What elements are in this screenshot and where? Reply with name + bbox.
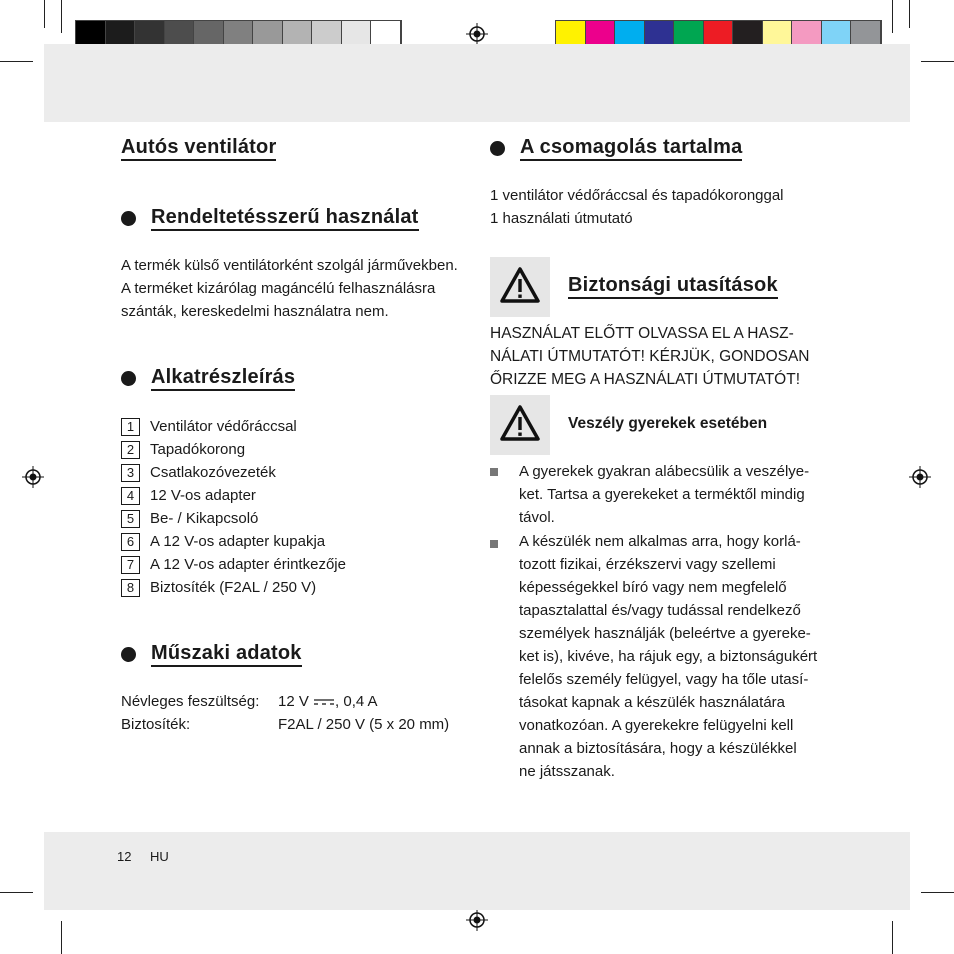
parts-list: [121, 415, 346, 599]
list-bullet: [490, 468, 498, 476]
child-danger-heading: Veszély gyerekek esetében: [568, 415, 768, 432]
registration-mark-icon: [466, 909, 488, 931]
product-title: Autós ventilátor: [121, 136, 276, 159]
section-bullet: [490, 141, 505, 156]
intended-use-heading: Rendeltetésszerű használat: [151, 206, 419, 229]
warning-box: [490, 395, 550, 455]
list-item: 1 Ventilátor védőráccsal: [121, 415, 346, 438]
footer-band: [44, 832, 910, 910]
page-number: 12: [117, 849, 132, 864]
tech-value: 12 V , 0,4 A: [278, 693, 378, 710]
dc-current-icon: [313, 697, 335, 707]
list-item: 4 12 V-os adapter: [121, 484, 346, 507]
crop-mark: [909, 0, 910, 28]
table-row: [121, 713, 471, 736]
crop-mark: [61, 0, 62, 33]
list-bullet: [490, 540, 498, 548]
crop-mark: [44, 0, 45, 28]
list-item: A készülék nem alkalmas arra, hogy korlá- tozott fizikai, érzékszervi vagy szellemi képességekkel bíró vagy nem megfelelő tapasztalattal és/vagy tudással rendelkező személyek használják (beleértve a gyereke- ket is), kivéve, ha rájuk egy, a biztonságukért felelős személy felügyel, vagy ha tőle utasí- tásokat kapnak a készülék használatára vonatkozóan. A gyerekekre felügyelni kell annak a biztosítására, hogy a készülékkel ne játsszanak.: [519, 533, 818, 780]
crop-mark: [892, 0, 893, 33]
parts-heading: Alkatrészleírás: [151, 366, 295, 389]
tech-label: Névleges feszültség:: [121, 693, 260, 710]
package-contents-heading: A csomagolás tartalma: [520, 136, 742, 159]
crop-mark: [0, 61, 33, 62]
intended-use-text: A termék külső ventilátorként szolgál járművekben. A terméket kizárólag magáncélú felhasználásra szánták, kereskedelmi használatra nem.: [121, 257, 458, 320]
list-item: 2 Tapadókorong: [121, 438, 346, 461]
tech-data-heading: Műszaki adatok: [151, 642, 302, 665]
registration-mark-icon: [22, 466, 44, 488]
section-bullet: [121, 647, 136, 662]
tech-value: F2AL / 250 V (5 x 20 mm): [278, 716, 450, 733]
header-band: [44, 44, 910, 122]
crop-mark: [921, 61, 954, 62]
crop-mark: [921, 892, 954, 893]
list-item: A gyerekek gyakran alábecsülik a veszélye- ket. Tartsa a gyerekeket a terméktől mindig távol.: [519, 463, 810, 526]
list-item: 6 A 12 V-os adapter kupakja: [121, 530, 346, 553]
crop-mark: [61, 921, 62, 954]
package-contents-text: 1 ventilátor védőráccsal és tapadókoronggal 1 használati útmutató: [490, 187, 784, 227]
warning-triangle-icon: [490, 257, 550, 317]
crop-mark: [892, 921, 893, 954]
crop-mark: [0, 892, 33, 893]
list-item: 8 Biztosíték (F2AL / 250 V): [121, 576, 346, 599]
safety-warning-text: HASZNÁLAT ELŐTT OLVASSA EL A HASZ- NÁLATI ÚTMUTATÓT! KÉRJÜK, GONDOSAN ŐRIZZE MEG A HASZNÁLATI ÚTMUTATÓT!: [490, 325, 810, 388]
safety-heading: Biztonsági utasítások: [568, 274, 778, 297]
registration-mark-icon: [466, 23, 488, 45]
warning-box: [490, 257, 550, 317]
list-item: 3 Csatlakozóvezeték: [121, 461, 346, 484]
tech-data-table: [121, 690, 471, 736]
section-bullet: [121, 371, 136, 386]
list-item: 5 Be- / Kikapcsoló: [121, 507, 346, 530]
registration-mark-icon: [909, 466, 931, 488]
tech-label: Biztosíték:: [121, 716, 191, 733]
language-code: HU: [150, 849, 169, 864]
table-row: [121, 690, 471, 713]
section-bullet: [121, 211, 136, 226]
list-item: 7 A 12 V-os adapter érintkezője: [121, 553, 346, 576]
warning-triangle-icon: [490, 395, 550, 455]
